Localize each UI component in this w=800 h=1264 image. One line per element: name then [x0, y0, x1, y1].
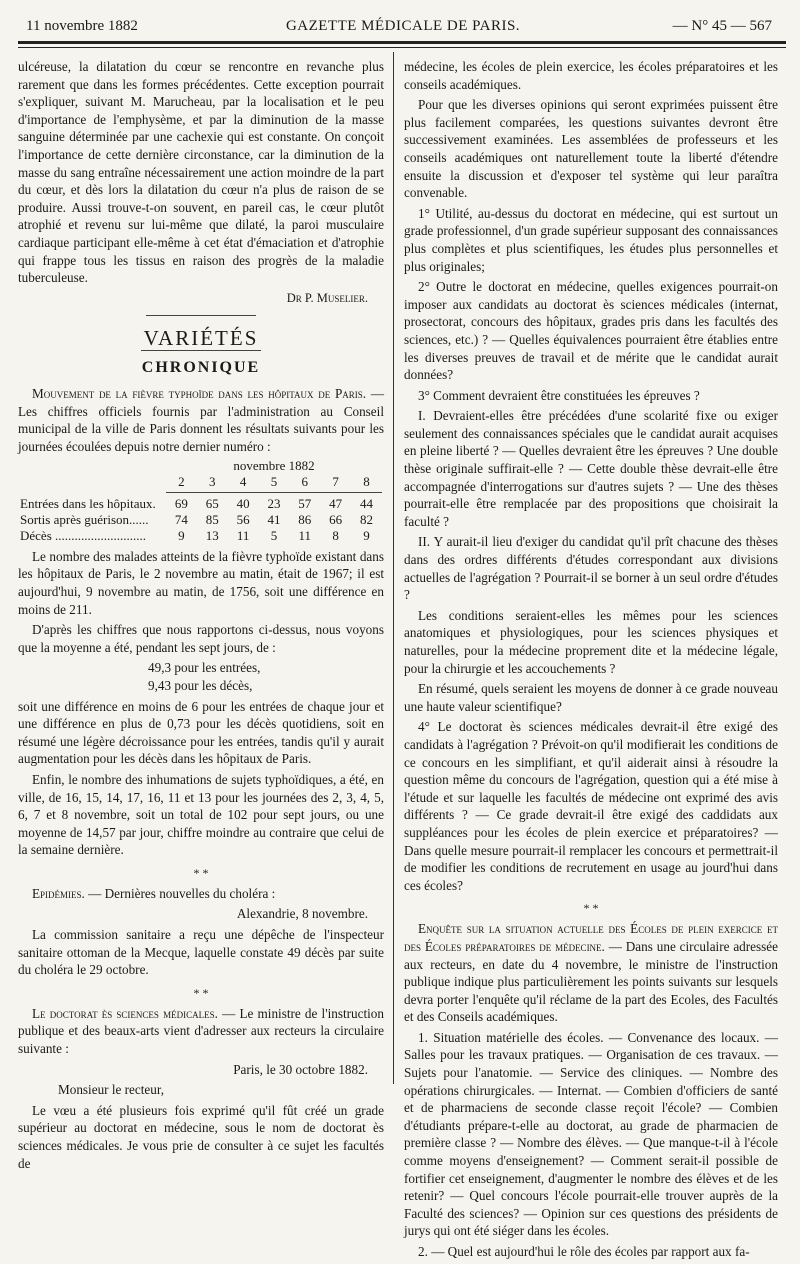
paragraph-question-4: 4° Le doctorat ès sciences médicales devrait-il être exigé des candidats à l'agrégation ? Prévoit-on qu'il modifierait les conditions de ce concours en les simplifiant, et qu'il aiderait ainsi à résoudre la question même du concours de l'agrégation, question qui a été mise à l'étude et sur laquelle les facultés de médecine ont exprimé des avis différents ? — Ce grade devrait-il être exigé des caddidats aux suppléances pour les écoles de plein exercice et préparatoires? — Dans quelle mesure pourrait-il remplacer les concours et permettrait-il de modifier les conditions de recrutement en usage au jourd'hui dans ces écoles? — [404, 719, 778, 893]
paragraph-question-1: 1° Utilité, au-dessus du doctorat en médecine, qui est surtout un grade professionnel, d'un grade supérieur supposant des connaissances plus complètes et plus scientifiques, les études plus personnelles et plus originales; — [404, 205, 778, 274]
paragraph-conditions: Les conditions seraient-elles les mêmes pour les sciences anatomiques et physiologiques, pour les sciences physiques et naturelles, pour la médecine proprement dite et la médecine légale, pour la chirurgie et les accouchements ? — [404, 607, 778, 676]
paragraph-average-intro: D'après les chiffres que nous rapportons ci-dessus, nous voyons que la moyenne a été, pendant les sept jours, de : — [18, 622, 384, 655]
left-column — [18, 58, 384, 1175]
section-separator — [146, 315, 256, 316]
paragraph-difference: soit une différence en moins de 6 pour les entrées de chaque jour et une différence en plus de 0,73 pour les décès quotidiens, soit en résumé une légère décroissance pour les entrées, tandis qu'il y aurait augmentation pour les décès dans les hôpitaux de Paris. — [18, 698, 384, 767]
day-cell: 8 — [363, 474, 370, 490]
paragraph-inquiry: Enquête sur la situation actuelle des Écoles de plein exercice et des Écoles préparatoires de médecine. — Dans une circulaire adressée aux recteurs, en date du 4 novembre, le ministre de l'instruction publique indique plus particulièrement les points suivants sur lesquels devra porter l'enquête qu'il réclame de la part des Ecoles, des Facultés et des Conseils académiques. — [404, 921, 778, 1025]
text-typhoid-intro: — Les chiffres officiels fournis par l'administration au Conseil municipal de la ville de Paris donnent les résultats suivants pour les journées écoulées depuis notre dernier numéro : — [18, 385, 384, 454]
paragraph-emphysema: ulcéreuse, la dilatation du cœur se rencontre en revanche plus rarement que dans les formes précédentes. Cette exception pourrait s'expliquer, suivant M. Marucheau, par la localisation et le peu d'importance de l'emphysème, et par la diminution de la masse sanguine déterminée par une cachexie qui est constante. On conçoit l'importance de cette dernière circonstance, car la diminution de la masse du sang entraîne nécessairement une action moindre de la part du cœur, et dès lors la dilatation du cœur n'a plus de raison de se produire. Aussi trouve-t-on souvent, en pareil cas, le cœur plutôt atrophié et revenu sur lui-même que dilaté, la paroi musculaire cardiaque participant elle-même à cet état d'émaciation et d'atrophie qui frappe tous les tissus en raison des progrès de la maladie tuberculeuse. — [18, 59, 384, 286]
column-divider — [393, 52, 394, 1084]
paragraph-burials: Enfin, le nombre des inhumations de sujets typhoïdiques, a été, en ville, de 16, 15, 14, 17, 16, 11 et 13 pour les journées des 2, 3, 4, 5, 6, 7 et 8 novembre, soit un total de 102 pour sept jours, ou une moyenne de 14,57 par jour, chiffre moindre au contraire que celui de la semaine dernière. — [18, 771, 384, 858]
header-double-rule — [18, 41, 786, 48]
paragraph-continued: médecine, les écoles de plein exercice, les écoles préparatoires et les conseils académiques. — [404, 59, 778, 92]
paragraph-point-1: 1. Situation matérielle des écoles. — Convenance des locaux. — Salles pour les travaux pratiques. — Organisation de ces travaux. — Sujets pour l'anatomie. — Service des cliniques. — Nombre des opérations chirurgicales. — Internat. — Combien d'officiers de santé et de pharmaciens de seconde classe reçoit l'école? — Combien d'étudiants prépare-t-elle au doctorat, au grade de pharmacien de première classe ? — Nombre des élèves. — Que manque-t-il à l'école comme moyens d'enseignement? — Comment serait-il possible de fortifier cet enseignement, d'augmenter le nombre des élèves et de les retenir? — Quel concours l'école pourrait-elle trouver auprès de la Faculté des sciences? — Opinion sur ces questions des présidents de jurys qui ont été siéger dans les écoles. — [404, 1029, 778, 1239]
paragraph-patient-count: Le nombre des malades atteints de la fièvre typhoïde existant dans les hôpitaux de Paris, le 2 novembre au matin, était de 1967; il est aujourd'hui, 9 novembre au matin, de 1756, soit une différence en moins de 211. — [18, 548, 384, 617]
section-stars: * * — [193, 985, 209, 1000]
day-cell: 4 — [239, 474, 247, 490]
journal-title: GAZETTE MÉDICALE DE PARIS. — [285, 18, 521, 34]
paragraph-wish: Le vœu a été plusieurs fois exprimé qu'il fût créé un grade supérieur au doctorat en médecine, sous le nom de doctorat ès sciences médicales. Je vous prie de consulter à ce sujet les facultés de — [18, 1102, 384, 1171]
lead-typhoid: Mouvement de la fièvre typhoïde dans les hôpitaux de Paris. — [32, 385, 367, 401]
section-stars: * * — [193, 865, 209, 880]
lead-doctorate: Le doctorat ès sciences médicales. — [32, 1005, 218, 1021]
table-row: Sortis après guérison...... 74 85 56 41 86 66 82 — [20, 511, 374, 527]
issue-page-number: — N° 45 — 567 — [672, 18, 772, 34]
author-signature: Dr P. Muselier. — [286, 290, 368, 305]
issue-date: 11 novembre 1882 — [26, 18, 138, 34]
paragraph-question-3: 3° Comment devraient être constituées les épreuves ? — [418, 387, 700, 403]
day-cell: 3 — [209, 474, 216, 490]
paragraph-point-2: 2. — Quel est aujourd'hui le rôle des écoles par rapport aux fa- — [418, 1244, 750, 1259]
dateline-alexandria: Alexandrie, 8 novembre. — [236, 906, 368, 922]
table-month: novembre 1882 — [233, 458, 315, 474]
table-row: Décès ............................ 9 13 11 5 11 8 9 — [20, 527, 370, 543]
section-stars: * * — [583, 901, 599, 916]
day-cell: 2 — [178, 474, 185, 490]
section-subtitle-chronique: CHRONIQUE — [141, 359, 261, 377]
paragraph-typhoid-intro — [18, 385, 384, 455]
lead-epidemics: Epidémies. — [32, 885, 85, 901]
section-title-varietes: VARIÉTÉS — [143, 326, 259, 351]
table-row: Entrées dans les hôpitaux. 69 65 40 23 57 47 44 — [20, 495, 374, 511]
paragraph-doctorate: Le doctorat ès sciences médicales. — Le ministre de l'instruction publique et des beaux-arts vient d'adresser aux recteurs la circulaire suivante : — [18, 1005, 384, 1057]
table-header-row — [18, 474, 382, 493]
right-column — [404, 58, 778, 1264]
row-label: Entrées dans les hôpitaux. — [20, 495, 156, 511]
page-header — [26, 14, 780, 40]
day-cell: 5 — [270, 474, 278, 490]
paragraph-questions-intro: Pour que les diverses opinions qui seront exprimées puissent être plus facilement comparées, les questions suivantes devront être successivement examinées. Les assemblées de professeurs et les conseils académiques ont naturellement toute la liberté d'étendre ensuite la discussion et d'exposer tel système qui leur paraîtra convenable. — [404, 97, 778, 201]
lead-inquiry: Enquête sur la situation actuelle des Écoles de plein exercice et des Écoles préparatoires de médecine. — [404, 921, 778, 954]
paragraph-question-2: 2° Outre le doctorat en médecine, quelles exigences pourrait-on imposer aux candidats au doctorat ès sciences médicales (internat, prosectorat, concours des hôpitaux, grades pris dans les facultés des sciences, etc.) ? — Quelles équivalences pourraient être établies entre les diverses preuves de travail et de mérite que le candidat aurait données? — [404, 279, 778, 383]
row-label: Sortis après guérison...... — [20, 511, 149, 527]
paragraph-question-3-ii: II. Y aurait-il lieu d'exiger du candidat qu'il prît chacune des thèses dans des ordres différents d'études correspondant aux divisions actuelles de l'agrégation ? Pourrait-il se borner à un seul ordre d'études ? — [404, 534, 778, 603]
paragraph-summary: En résumé, quels seraient les moyens de donner à ce grade nouveau une haute valeur scientifique? — [404, 681, 778, 714]
day-cell: 6 — [301, 474, 309, 490]
paragraph-question-3-i: I. Devraient-elles être précédées d'une scolarité fixe ou exiger seulement des connaissances spéciales que le candidat aurait acquises en pleine liberté ? — Quelles devraient être les épreuves ? Une double thèse originale suffirait-elle ? — Cette double thèse devrait-elle être accompagnée d'interrogations sur d'autres sujets ? — Une des thèses pourrait-elle être remplacée par des propositions que choisirait la faculté ? — [404, 408, 778, 529]
average-deaths: 9,43 pour les décès, — [148, 677, 253, 693]
salutation: Monsieur le recteur, — [58, 1082, 165, 1098]
dateline-paris: Paris, le 30 octobre 1882. — [233, 1061, 368, 1077]
paragraph-epidemics: Epidémies. — Dernières nouvelles du choléra : — [32, 885, 276, 901]
day-cell: 7 — [332, 474, 339, 490]
paragraph-cholera: La commission sanitaire a reçu une dépêche de l'inspecteur sanitaire ottoman de la Mecque, laquelle constate 49 décès par suite du choléra le 29 octobre. — [18, 927, 384, 978]
average-entries: 49,3 pour les entrées, — [148, 660, 261, 676]
section-underline — [141, 350, 261, 351]
typhoid-table — [18, 458, 382, 544]
row-label: Décès ............................ — [20, 527, 147, 543]
